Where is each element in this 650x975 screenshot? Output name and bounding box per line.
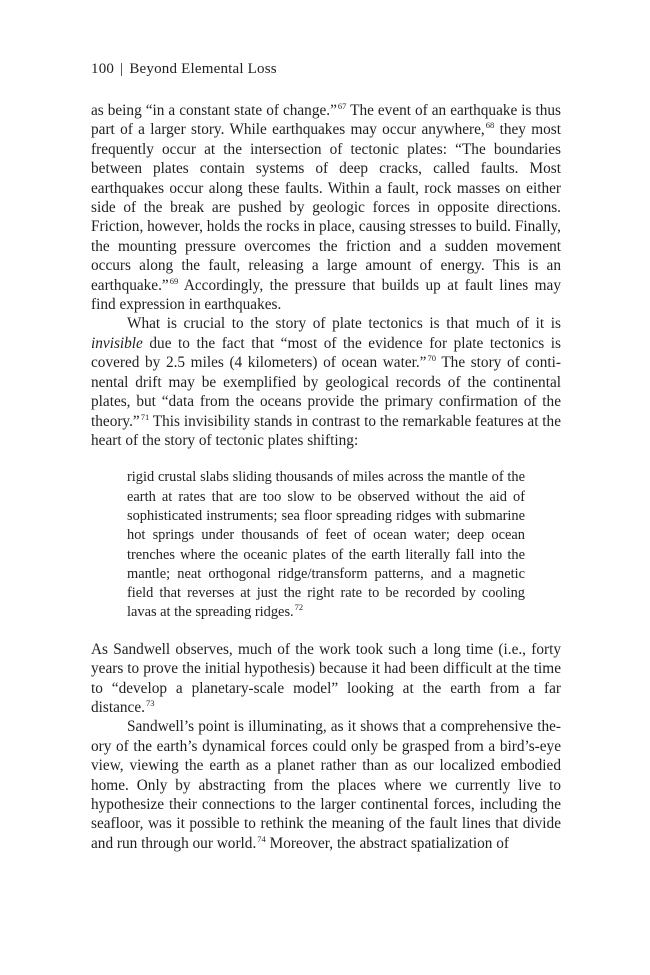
footnote-ref[interactable]: 71 bbox=[140, 411, 150, 422]
footnote-ref[interactable]: 67 bbox=[337, 101, 347, 111]
book-section-title: Beyond Elemental Loss bbox=[129, 61, 277, 77]
paragraph-earthquakes: as being “in a constant state of change.”$^{67}$ The event of an earthquake is thus part of a larger story. While earthquakes may occur anywhere,$^{68}$ they most frequently occur at the intersection of tectonic plates: “The boundaries between plates contain systems of deep cracks, called faults. Most earthquakes occur along these faults. Within a fault, rock masses on either side of the break are pushed by geologic forces in opposite directions. Friction, however, holds the rocks in place, causing stresses to build. Finally, the mounting pressure overcomes the friction and a sudden movement occurs along the fault, releasing a large amount of energy. This is an earthquake.”$^{69}$ Accordingly, the pressure that builds up at fault lines may find expression in earthquakes. bbox=[91, 101, 561, 314]
paragraph-sandwell-observes: As Sandwell observes, much of the work took such a long time (i.e., forty years to prove the initial hypothesis) because it had been difficult at the time to “develop a planetary-scale model” looking at the earth from a far distance.$^{73}$ bbox=[91, 640, 561, 716]
block-quote: rigid crustal slabs sliding thousands of miles across the mantle of the earth at rates that are too slow to be observed without the aid of sophisticated instruments; sea floor spreading ridges with submarine hot springs under thousands of feet of ocean water; deep ocean trenches where the oceanic plates of the earth literally fall into the mantle; neat orthogonal ridge/transform patterns, and a magnetic field that reverses at just the right rate to be recorded by cooling lavas at the spreading ridges.$^{72}$ bbox=[127, 469, 525, 621]
page-number: 100 bbox=[91, 61, 115, 77]
body-text bbox=[91, 101, 561, 853]
footnote-ref[interactable]: 73 bbox=[145, 697, 155, 708]
paragraph-sandwell-point: Sandwell’s point is illuminating, as it shows that a comprehensive theory of the earth’s dynamical forces could only be grasped from a bird’s-eye view, viewing the earth as a planet rather than as our localized embodied home. Only by abstracting from the places where we currently live to hypothesize their connections to the larger continental forces, including the seafloor, was it possible to rethink the meaning of the fault lines that divide and run through our world.$^{74}$ Moreover, the abstract spatialization of bbox=[91, 718, 561, 852]
header-separator: | bbox=[120, 61, 124, 77]
paragraph-plate-tectonics: What is crucial to the story of plate tectonics is that much of it is invisible due to the fact that “most of the evidence for plate tectonics is covered by 2.5 miles (4 kilometers) of ocean water.”$^{70}$ The story of continental drift may be exemplified by geological records of the continental plates, but “data from the oceans provide the primary confirmation of the theory.”$^{71}$ This invisibility stands in contrast to the remarkable features at the heart of the story of tectonic plates shifting: bbox=[91, 315, 561, 449]
footnote-ref[interactable]: 74 bbox=[257, 833, 266, 844]
footnote-ref[interactable]: 69 bbox=[169, 275, 179, 286]
footnote-ref[interactable]: 70 bbox=[427, 353, 436, 364]
footnote-ref[interactable]: 72 bbox=[294, 602, 304, 613]
footnote-ref[interactable]: 68 bbox=[485, 120, 495, 131]
emphasis-invisible: invisible bbox=[91, 334, 143, 352]
running-head bbox=[91, 61, 277, 78]
